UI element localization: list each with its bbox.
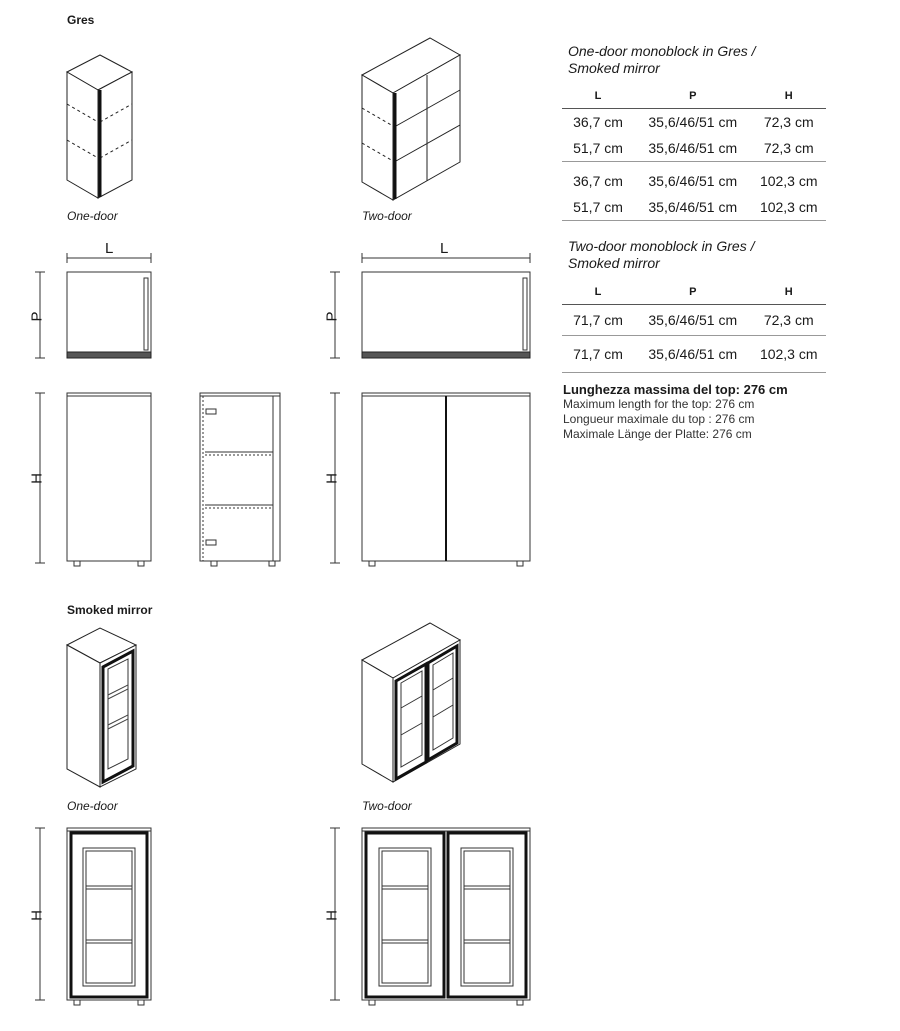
smoked-one-door-isometric-drawing xyxy=(60,625,150,795)
table-row: 51,7 cm 35,6/46/51 cm 72,3 cm xyxy=(562,135,826,162)
table-row: 71,7 cm 35,6/46/51 cm 102,3 cm xyxy=(562,336,826,373)
table-row: 51,7 cm 35,6/46/51 cm 102,3 cm xyxy=(562,194,826,221)
table-row: 71,7 cm 35,6/46/51 cm 72,3 cm xyxy=(562,305,826,336)
table-header-depth: P xyxy=(689,286,697,298)
one-door-table-title: One-door monoblock in Gres / Smoked mirror xyxy=(568,43,756,76)
top-length-note xyxy=(563,382,863,442)
table-header-width: L xyxy=(594,286,602,298)
gres-one-door-front-elevation xyxy=(30,385,160,570)
table-header-height: H xyxy=(784,90,793,102)
gres-one-door-caption: One-door xyxy=(67,209,118,223)
gres-two-door-width-label: L xyxy=(440,240,449,257)
gres-one-door-isometric-drawing xyxy=(60,40,140,200)
top-length-note-en: Maximum length for the top: 276 cm xyxy=(563,397,755,411)
gres-one-door-section-view xyxy=(195,385,290,570)
smoked-one-door-height-label: H xyxy=(28,910,46,921)
gres-two-door-plan-view xyxy=(325,238,545,363)
one-door-spec-table xyxy=(562,84,826,221)
table-row: 36,7 cm 35,6/46/51 cm 72,3 cm xyxy=(573,114,814,130)
smoked-two-door-isometric-drawing xyxy=(355,620,470,790)
top-length-note-it: Lunghezza massima del top: 276 cm xyxy=(563,382,788,397)
gres-two-door-height-label: H xyxy=(323,473,341,484)
gres-two-door-isometric-drawing xyxy=(355,35,470,200)
gres-two-door-caption: Two-door xyxy=(362,209,412,223)
smoked-two-door-caption: Two-door xyxy=(362,799,412,813)
gres-two-door-depth-label: P xyxy=(323,311,341,322)
table-header-depth: P xyxy=(689,90,697,102)
table-header-width: L xyxy=(594,90,602,102)
gres-one-door-plan-view xyxy=(30,238,160,363)
smoked-two-door-height-label: H xyxy=(323,910,341,921)
gres-section-title: Gres xyxy=(67,13,95,27)
two-door-spec-table xyxy=(562,280,826,373)
top-length-note-de: Maximale Länge der Platte: 276 cm xyxy=(563,427,752,441)
smoked-one-door-caption: One-door xyxy=(67,799,118,813)
gres-one-door-width-label: L xyxy=(105,240,114,257)
gres-one-door-height-label: H xyxy=(28,473,46,484)
smoked-two-door-front-elevation xyxy=(325,820,545,1010)
table-row: 36,7 cm 35,6/46/51 cm 102,3 cm xyxy=(573,173,818,189)
smoked-section-title: Smoked mirror xyxy=(67,603,153,617)
gres-one-door-depth-label: P xyxy=(28,311,46,322)
two-door-table-title: Two-door monoblock in Gres / Smoked mirror xyxy=(568,238,755,271)
smoked-one-door-front-elevation xyxy=(30,820,160,1010)
table-header-height: H xyxy=(784,286,793,298)
top-length-note-fr: Longueur maximale du top : 276 cm xyxy=(563,412,755,426)
gres-two-door-front-elevation xyxy=(325,385,545,570)
